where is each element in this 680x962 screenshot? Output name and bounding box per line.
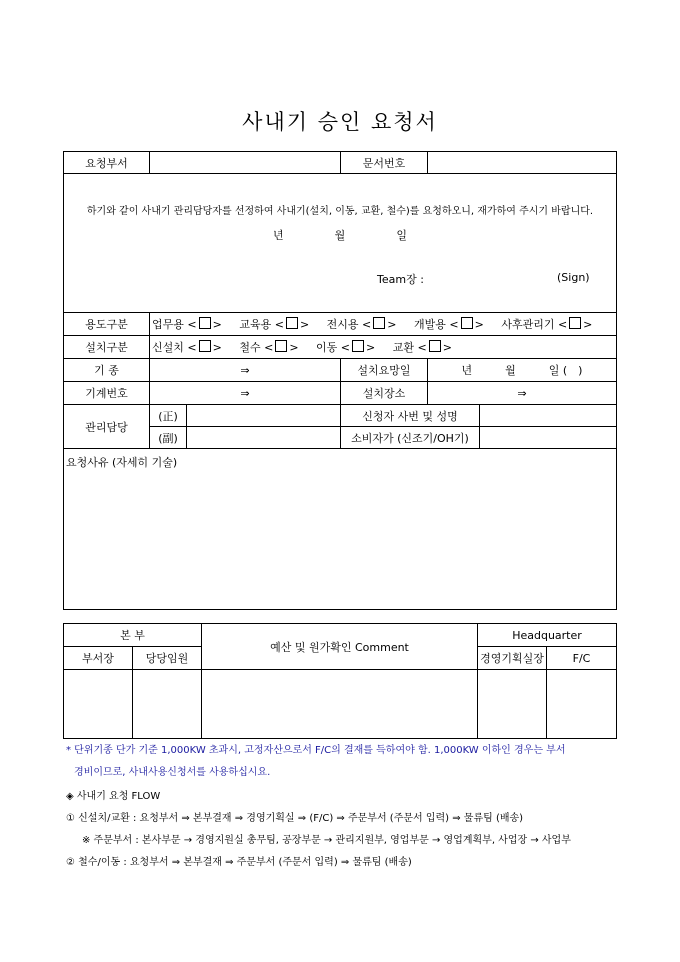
- request-dept-label: 요청부서: [64, 152, 150, 174]
- location-field[interactable]: ⇒: [428, 382, 617, 405]
- headquarter-label: Headquarter: [478, 624, 617, 647]
- dept-head-sign[interactable]: [64, 670, 133, 739]
- flow-title: ◈ 사내기 요청 FLOW: [66, 791, 161, 802]
- doc-no-label: 문서번호: [341, 152, 428, 174]
- usage-option[interactable]: 교육용 < >: [239, 318, 310, 331]
- machine-no-label: 기계번호: [64, 382, 150, 405]
- install-option[interactable]: 교환 < >: [392, 341, 452, 354]
- primary-label: (正): [150, 405, 187, 427]
- hq-label: 본 부: [64, 624, 202, 647]
- checkbox[interactable]: [199, 340, 211, 352]
- consumer-price-field[interactable]: [480, 427, 617, 449]
- deputy-manager-field[interactable]: [187, 427, 341, 449]
- exec-label: 당당임원: [133, 647, 202, 670]
- model-label: 기 종: [64, 359, 150, 382]
- location-label: 설치장소: [341, 382, 428, 405]
- applicant-field[interactable]: [480, 405, 617, 427]
- planning-head-sign[interactable]: [478, 670, 547, 739]
- exec-sign[interactable]: [133, 670, 202, 739]
- request-date: [64, 227, 616, 243]
- usage-option[interactable]: 전시용 < >: [326, 318, 397, 331]
- flow-1: ① 신설치/교환 : 요청부서 ⇒ 본부결재 ⇒ 경영기획실 ⇒ (F/C) ⇒ 주문부서 (주문서 입력) ⇒ 물류팀 (배송): [66, 813, 524, 824]
- install-option[interactable]: 신설치 < >: [152, 341, 222, 354]
- model-field[interactable]: ⇒: [150, 359, 341, 382]
- approval-table: [63, 623, 617, 739]
- usage-options: [150, 313, 617, 336]
- reason-label: 요청사유 (자세히 기술): [66, 456, 178, 469]
- checkbox[interactable]: [352, 340, 364, 352]
- primary-manager-field[interactable]: [187, 405, 341, 427]
- year-label: 년: [273, 229, 284, 242]
- usage-label: 용도구분: [64, 313, 150, 336]
- doc-no-field[interactable]: [428, 152, 617, 174]
- request-statement: [64, 174, 617, 313]
- team-leader-label: Team장 :: [377, 273, 424, 286]
- checkbox[interactable]: [569, 317, 581, 329]
- applicant-label: 신청자 사번 및 성명: [341, 405, 480, 427]
- month-label: 월: [334, 229, 346, 242]
- install-options: [150, 336, 617, 359]
- notes: [66, 743, 626, 871]
- note-1b: 경비이므로, 사내사용신청서를 사용하십시요.: [74, 767, 271, 778]
- request-dept-field[interactable]: [150, 152, 341, 174]
- install-option[interactable]: 철수 < >: [239, 341, 299, 354]
- fc-sign[interactable]: [547, 670, 617, 739]
- sign-label: (Sign): [557, 271, 590, 284]
- checkbox[interactable]: [199, 317, 211, 329]
- desired-date-label: 설치요망일: [341, 359, 428, 382]
- planning-head-label: 경영기획실장: [478, 647, 547, 670]
- dept-head-label: 부서장: [64, 647, 133, 670]
- checkbox[interactable]: [461, 317, 473, 329]
- comment-label: 예산 및 원가확인 Comment: [202, 624, 478, 670]
- machine-no-field[interactable]: ⇒: [150, 382, 341, 405]
- day-label: 일: [396, 229, 407, 242]
- checkbox[interactable]: [373, 317, 385, 329]
- request-form: [63, 151, 617, 610]
- usage-option[interactable]: 사후관리기 < >: [501, 318, 593, 331]
- flow-2: ② 철수/이동 : 요청부서 ⇒ 본부결재 ⇒ 주문부서 (주문서 입력) ⇒ 물류팀 (배송): [66, 857, 412, 868]
- install-option[interactable]: 이동 < >: [316, 341, 376, 354]
- deputy-label: (副): [150, 427, 187, 449]
- note-1a: * 단위기종 단가 기준 1,000KW 초과시, 고정자산으로서 F/C의 결재를 득하여야 함. 1,000KW 이하인 경우는 부서: [66, 745, 566, 756]
- usage-option[interactable]: 개발용 < >: [413, 318, 484, 331]
- intro-text: 하기와 같이 사내기 관리담당자를 선정하여 사내기(설치, 이동, 교환, 철수)를 요청하오니, 재가하여 주시기 바랍니다.: [86, 206, 594, 217]
- reason-field[interactable]: [64, 449, 617, 610]
- desired-date-field[interactable]: 년 월 일 ( ): [428, 359, 617, 382]
- comment-field[interactable]: [202, 670, 478, 739]
- page-title: 사내기 승인 요청서: [242, 110, 438, 134]
- checkbox[interactable]: [429, 340, 441, 352]
- checkbox[interactable]: [275, 340, 287, 352]
- manager-label: 관리담당: [64, 405, 150, 449]
- flow-1-sub: ※ 주문부서 : 본사부문 → 경영지원실 총무팀, 공장부문 → 관리지원부, 영업부문 → 영업계획부, 사업장 → 사업부: [82, 835, 571, 846]
- install-label: 설치구분: [64, 336, 150, 359]
- usage-option[interactable]: 업무용 < >: [152, 318, 222, 331]
- consumer-price-label: 소비자가 (신조기/OH기): [341, 427, 480, 449]
- checkbox[interactable]: [286, 317, 298, 329]
- fc-label: F/C: [547, 647, 617, 670]
